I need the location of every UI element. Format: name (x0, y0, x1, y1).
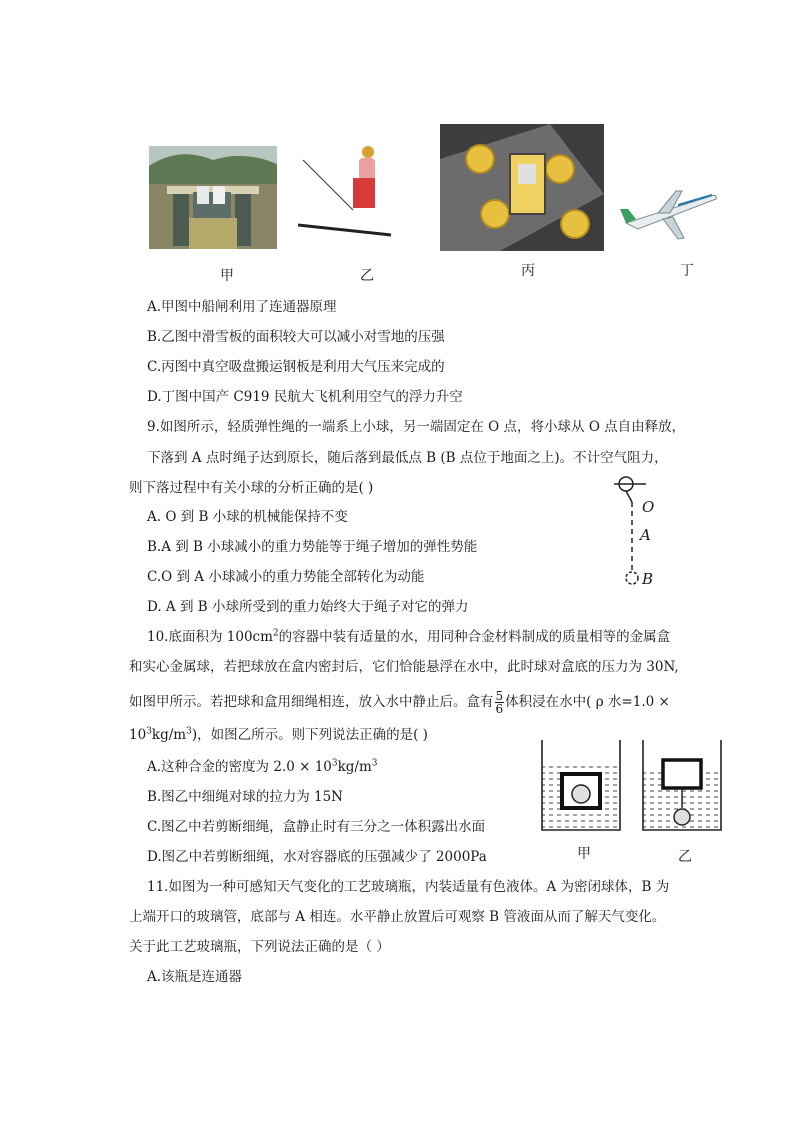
q11-stem-line1: 11.如图为一种可感知天气变化的工艺玻璃瓶，内装适量有色液体。A 为密闭球体，B 为 (147, 879, 670, 895)
q11-option-a: A.该瓶是连通器 (147, 969, 243, 985)
c919-airplane-photo (618, 183, 723, 243)
figure-label-yi: 乙 (678, 849, 692, 865)
point-o-label: O (642, 498, 655, 516)
q8-option-d: D.丁图中国产 C919 民航大飞机利用空气的浮力升空 (147, 389, 463, 405)
q10-stem-line2: 和实心金属球，若把球放在盒内密封后，它们恰能悬浮在水中，此时球对盒底的压力为 30N, (129, 659, 679, 675)
fraction-five-sixths: $\frac{5}{6}$ (495, 689, 504, 716)
figure-label-jia: 甲 (577, 846, 591, 862)
q8-option-a: A.甲图中船闸利用了连通器原理 (147, 299, 337, 315)
q9-option-a: A. O 到 B 小球的机械能保持不变 (147, 509, 348, 525)
q9-stem-line1: 9.如图所示，轻质弹性绳的一端系上小球，另一端固定在 O 点，将小球从 O 点自由释放， (147, 419, 686, 435)
point-b-label: B (642, 570, 654, 588)
q9-option-b: B.A 到 B 小球减小的重力势能等于绳子增加的弹性势能 (147, 539, 478, 555)
elastic-rope-diagram (606, 472, 676, 590)
q8-option-c: C.丙图中真空吸盘搬运钢板是利用大气压来完成的 (147, 359, 445, 375)
q9-stem-line3: 则下落过程中有关小球的分析正确的是( ) (129, 480, 374, 496)
caption-bing: 丙 (521, 263, 535, 279)
container-diagram-yi (641, 740, 723, 832)
q9-stem-line2: 下落到 A 点时绳子达到原长，随后落到最低点 B (B 点位于地面之上)。不计空气阻力， (147, 450, 668, 466)
vacuum-suction-cup-photo (440, 124, 604, 251)
q10-option-a: A.这种合金的密度为 $2.0 \times 10^3kg/m^3$ (147, 758, 378, 775)
q10-option-d: D.图乙中若剪断细绳，水对容器底的压强减少了 2000Pa (147, 849, 487, 865)
caption-jia: 甲 (220, 268, 234, 284)
q10-option-c: C.图乙中若剪断细绳，盒静止时有三分之一体积露出水面 (147, 819, 486, 835)
q10-stem-line3: 如图甲所示。若把球和盒用细绳相连，放入水中静止后。盒有 $\frac{5}{6}$ 体积浸在水中( ρ 水=1.0 × (129, 689, 670, 716)
q9-option-d: D. A 到 B 小球所受到的重力始终大于绳子对它的弹力 (147, 599, 469, 615)
q10-option-b: B.图乙中细绳对球的拉力为 15N (147, 789, 343, 805)
q11-stem-line2: 上端开口的玻璃管，底部与 A 相连。水平静止放置后可观察 B 管液面从而了解天气变化。 (129, 909, 666, 925)
q8-option-b: B.乙图中滑雪板的面积较大可以减小对雪地的压强 (147, 329, 445, 345)
caption-yi: 乙 (360, 268, 374, 284)
skier-photo (293, 140, 393, 240)
q11-stem-line3: 关于此工艺玻璃瓶，下列说法正确的是（ ） (129, 939, 390, 955)
q10-stem-line1: 10.底面积为 $100cm^2$的容器中装有适量的水，用同种合金材料制成的质量相等的金属盒 (147, 628, 671, 645)
caption-ding: 丁 (680, 263, 694, 279)
point-a-label: A (640, 526, 651, 544)
q9-option-c: C.O 到 A 小球减小的重力势能全部转化为动能 (147, 569, 425, 585)
ship-lock-photo (149, 146, 277, 249)
container-diagram-jia (540, 740, 622, 832)
q10-stem-line4: $10^3kg/m^3$)，如图乙所示。则下列说法正确的是( ) (129, 726, 428, 743)
